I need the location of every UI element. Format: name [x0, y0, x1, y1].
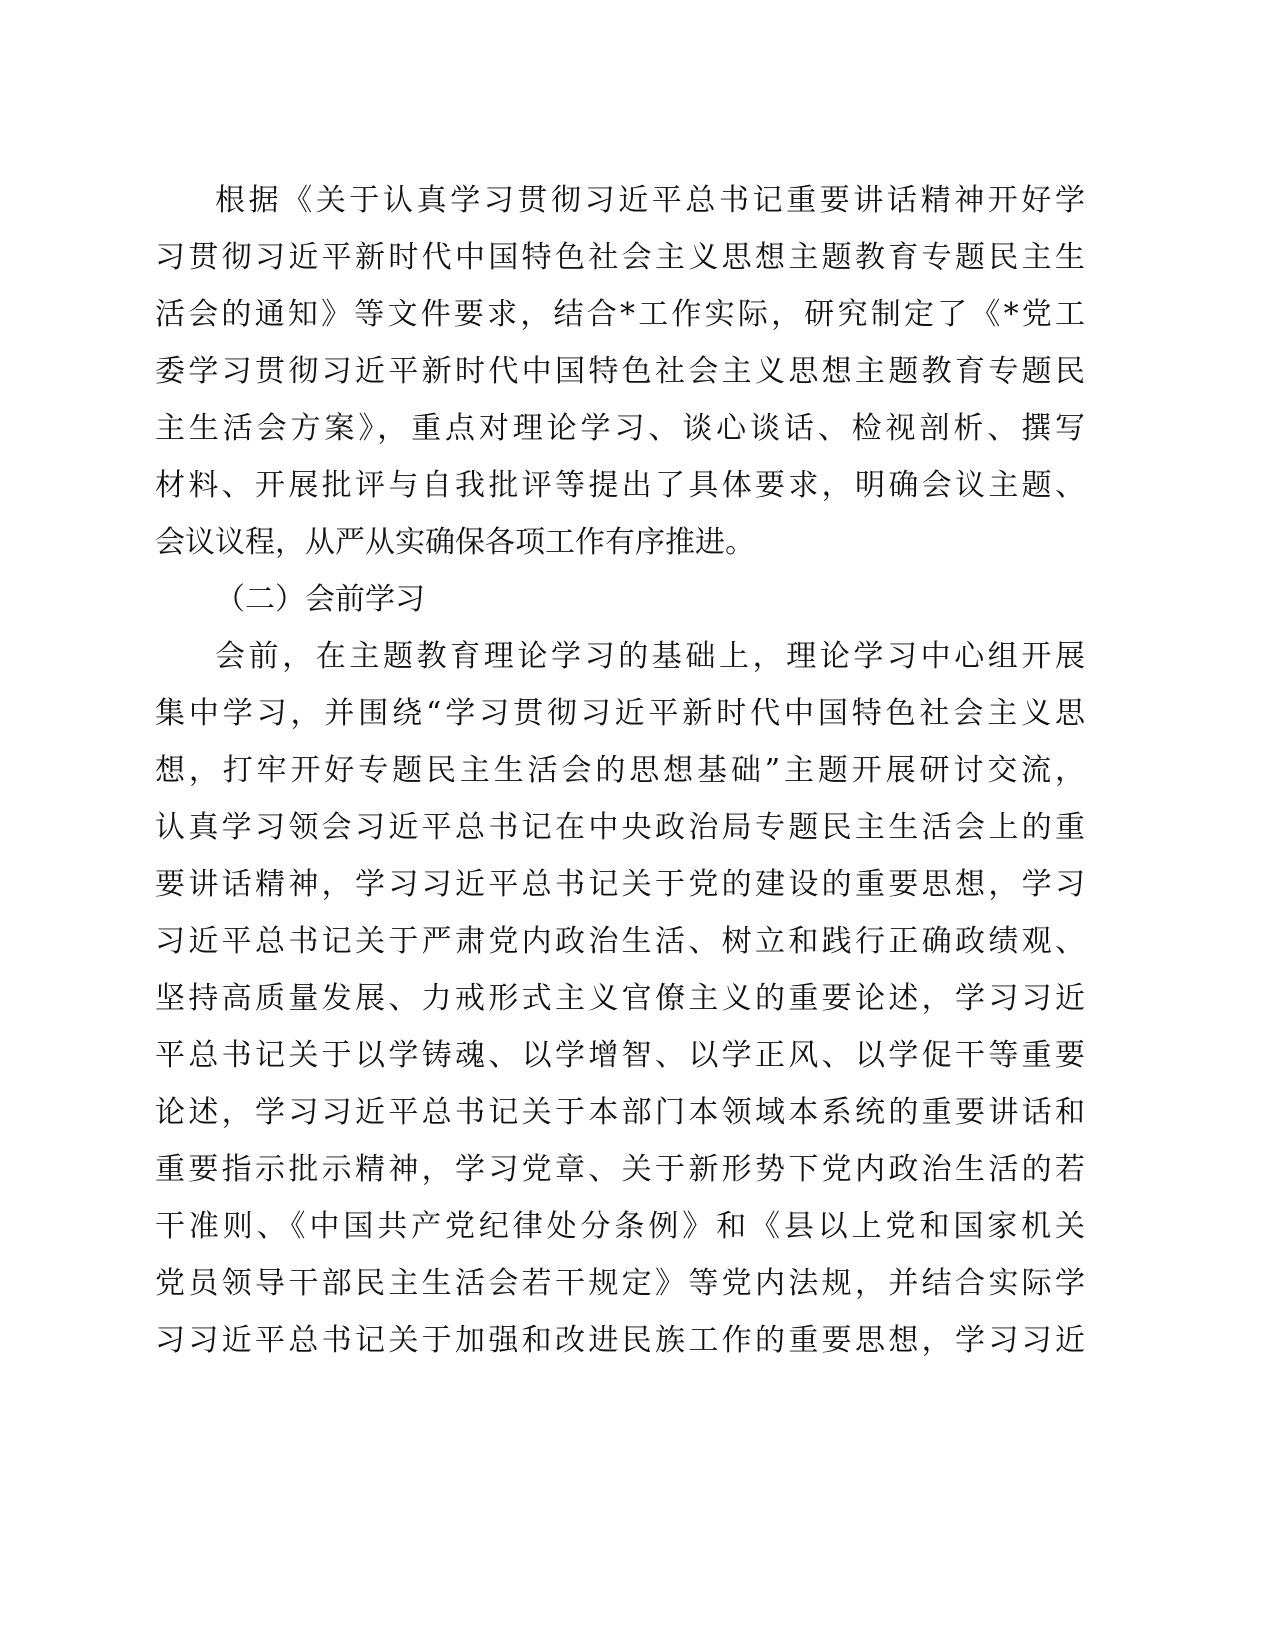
paragraph-2-line-8: 平总书记关于以学铸魂、以学增智、以学正风、以学促干等重要 — [155, 1038, 1085, 1073]
paragraph-2-line-13: 习习近平总书记关于加强和改进民族工作的重要思想，学习习近 — [155, 1323, 1085, 1358]
paragraph-1-line-6: 材料、开展批评与自我批评等提出了具体要求，明确会议主题、 — [155, 468, 1085, 503]
paragraph-1-line-3: 活会的通知》等文件要求，结合*工作实际，研究制定了《*党工 — [155, 297, 1085, 332]
paragraph-2-line-2: 集中学习，并围绕“学习贯彻习近平新时代中国特色社会主义思 — [155, 696, 1085, 731]
paragraph-1-line-5: 主生活会方案》，重点对理论学习、谈心谈话、检视剖析、撰写 — [155, 411, 1085, 446]
paragraph-2-line-7: 坚持高质量发展、力戒形式主义官僚主义的重要论述，学习习近 — [155, 981, 1085, 1016]
paragraph-2-line-10: 重要指示批示精神，学习党章、关于新形势下党内政治生活的若 — [155, 1152, 1085, 1187]
paragraph-2-line-11: 干准则、《中国共产党纪律处分条例》和《县以上党和国家机关 — [155, 1209, 1085, 1244]
paragraph-1-line-7: 会议议程，从严从实确保各项工作有序推进。 — [155, 525, 755, 560]
paragraph-2-line-4: 认真学习领会习近平总书记在中央政治局专题民主生活会上的重 — [155, 810, 1085, 845]
paragraph-2-line-1: 会前，在主题教育理论学习的基础上，理论学习中心组开展 — [215, 639, 1085, 674]
paragraph-1-line-2: 习贯彻习近平新时代中国特色社会主义思想主题教育专题民主生 — [155, 240, 1085, 275]
paragraph-1-line-4: 委学习贯彻习近平新时代中国特色社会主义思想主题教育专题民 — [155, 354, 1085, 389]
paragraph-2-line-5: 要讲话精神，学习习近平总书记关于党的建设的重要思想，学习 — [155, 867, 1085, 902]
paragraph-2-line-3: 想，打牢开好专题民主生活会的思想基础”主题开展研讨交流， — [155, 753, 1085, 788]
paragraph-2-line-9: 论述，学习习近平总书记关于本部门本领域本系统的重要讲话和 — [155, 1095, 1085, 1130]
paragraph-1-line-1: 根据《关于认真学习贯彻习近平总书记重要讲话精神开好学 — [215, 183, 1085, 218]
paragraph-2-line-12: 党员领导干部民主生活会若干规定》等党内法规，并结合实际学 — [155, 1266, 1085, 1301]
section-heading: （二）会前学习 — [215, 582, 425, 617]
paragraph-2-line-6: 习近平总书记关于严肃党内政治生活、树立和践行正确政绩观、 — [155, 924, 1085, 959]
